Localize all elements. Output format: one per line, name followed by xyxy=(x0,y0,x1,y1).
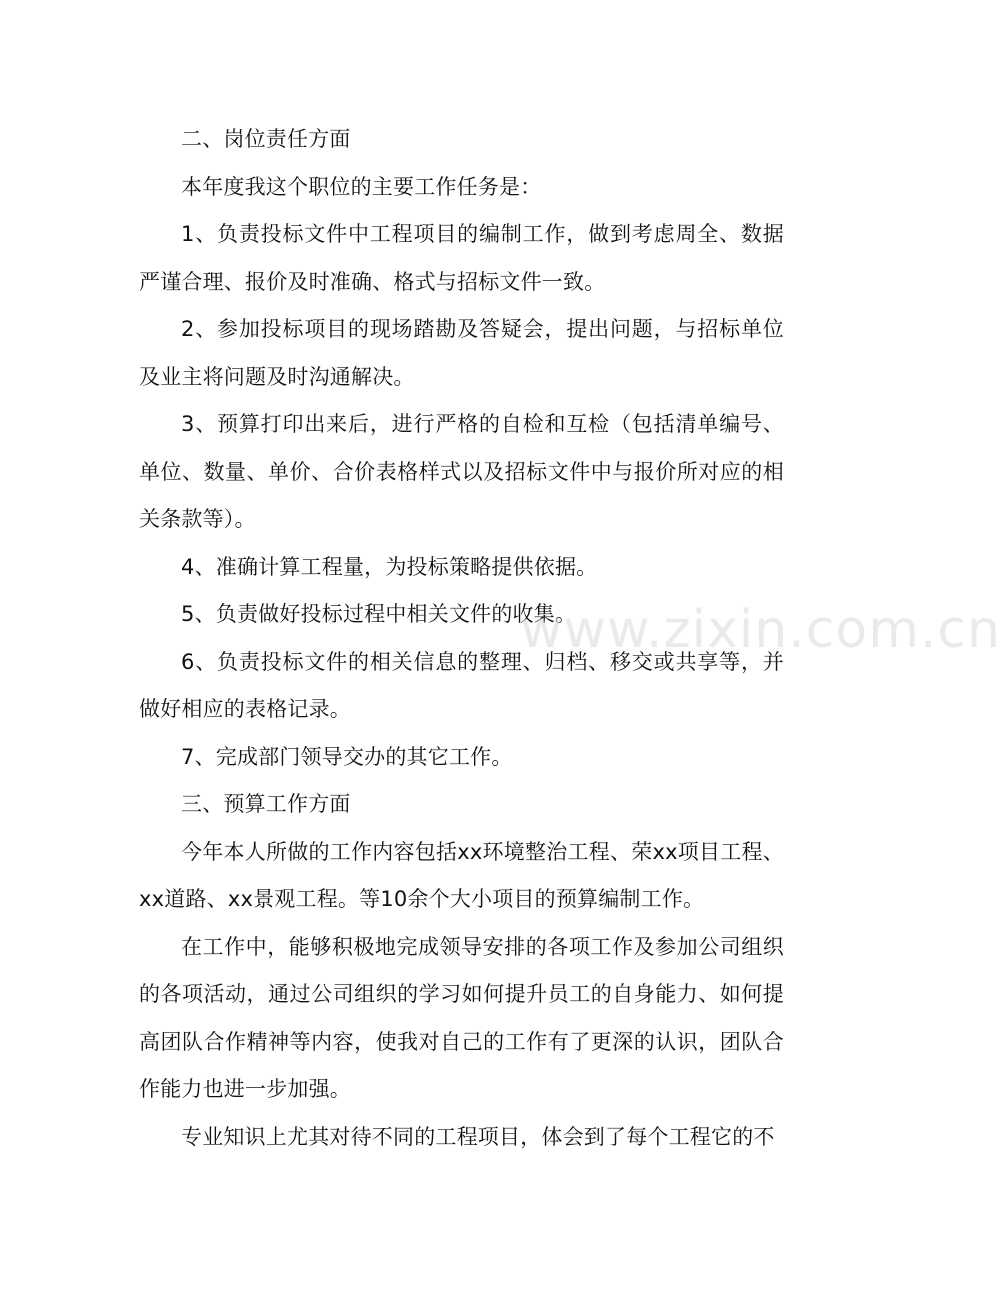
list-item-6: 6、负责投标文件的相关信息的整理、归档、移交或共享等，并做好相应的表格记录。 xyxy=(139,649,784,721)
list-item-3: 3、预算打印出来后，进行严格的自检和互检（包括清单编号、单位、数量、单价、合价表格样式以及招标文件中与报价所对应的相关条款等）。 xyxy=(139,412,784,531)
list-item-4: 4、准确计算工程量，为投标策略提供依据。 xyxy=(181,554,598,579)
paragraph-teamwork: 在工作中，能够积极地完成领导安排的各项工作及参加公司组织的各项活动，通过公司组织的学习如何提升员工的自身能力、如何提高团队合作精神等内容，使我对自己的工作有了更深的认识，团队合作能力也进一步加强。 xyxy=(139,934,784,1101)
paragraph-budget-projects: 今年本人所做的工作内容包括xx环境整治工程、荣xx项目工程、xx道路、xx景观工程。等10余个大小项目的预算编制工作。 xyxy=(139,839,784,911)
paragraph-intro: 本年度我这个职位的主要工作任务是： xyxy=(181,174,542,199)
watermark-text: www.zixin.com.cn xyxy=(520,600,1001,660)
section-heading-job-responsibility: 二、岗位责任方面 xyxy=(181,127,351,151)
paragraph-professional-knowledge: 专业知识上尤其对待不同的工程项目，体会到了每个工程它的不 xyxy=(181,1124,775,1149)
list-item-5: 5、负责做好投标过程中相关文件的收集。 xyxy=(181,602,577,626)
list-item-7: 7、完成部门领导交办的其它工作。 xyxy=(181,744,513,769)
section-heading-budget-work: 三、预算工作方面 xyxy=(181,792,351,816)
list-item-2: 2、参加投标项目的现场踏勘及答疑会，提出问题，与招标单位及业主将问题及时沟通解决。 xyxy=(139,317,784,389)
document-body xyxy=(139,116,784,1161)
list-item-1: 1、负责投标文件中工程项目的编制工作，做到考虑周全、数据严谨合理、报价及时准确、格式与招标文件一致。 xyxy=(139,222,784,294)
